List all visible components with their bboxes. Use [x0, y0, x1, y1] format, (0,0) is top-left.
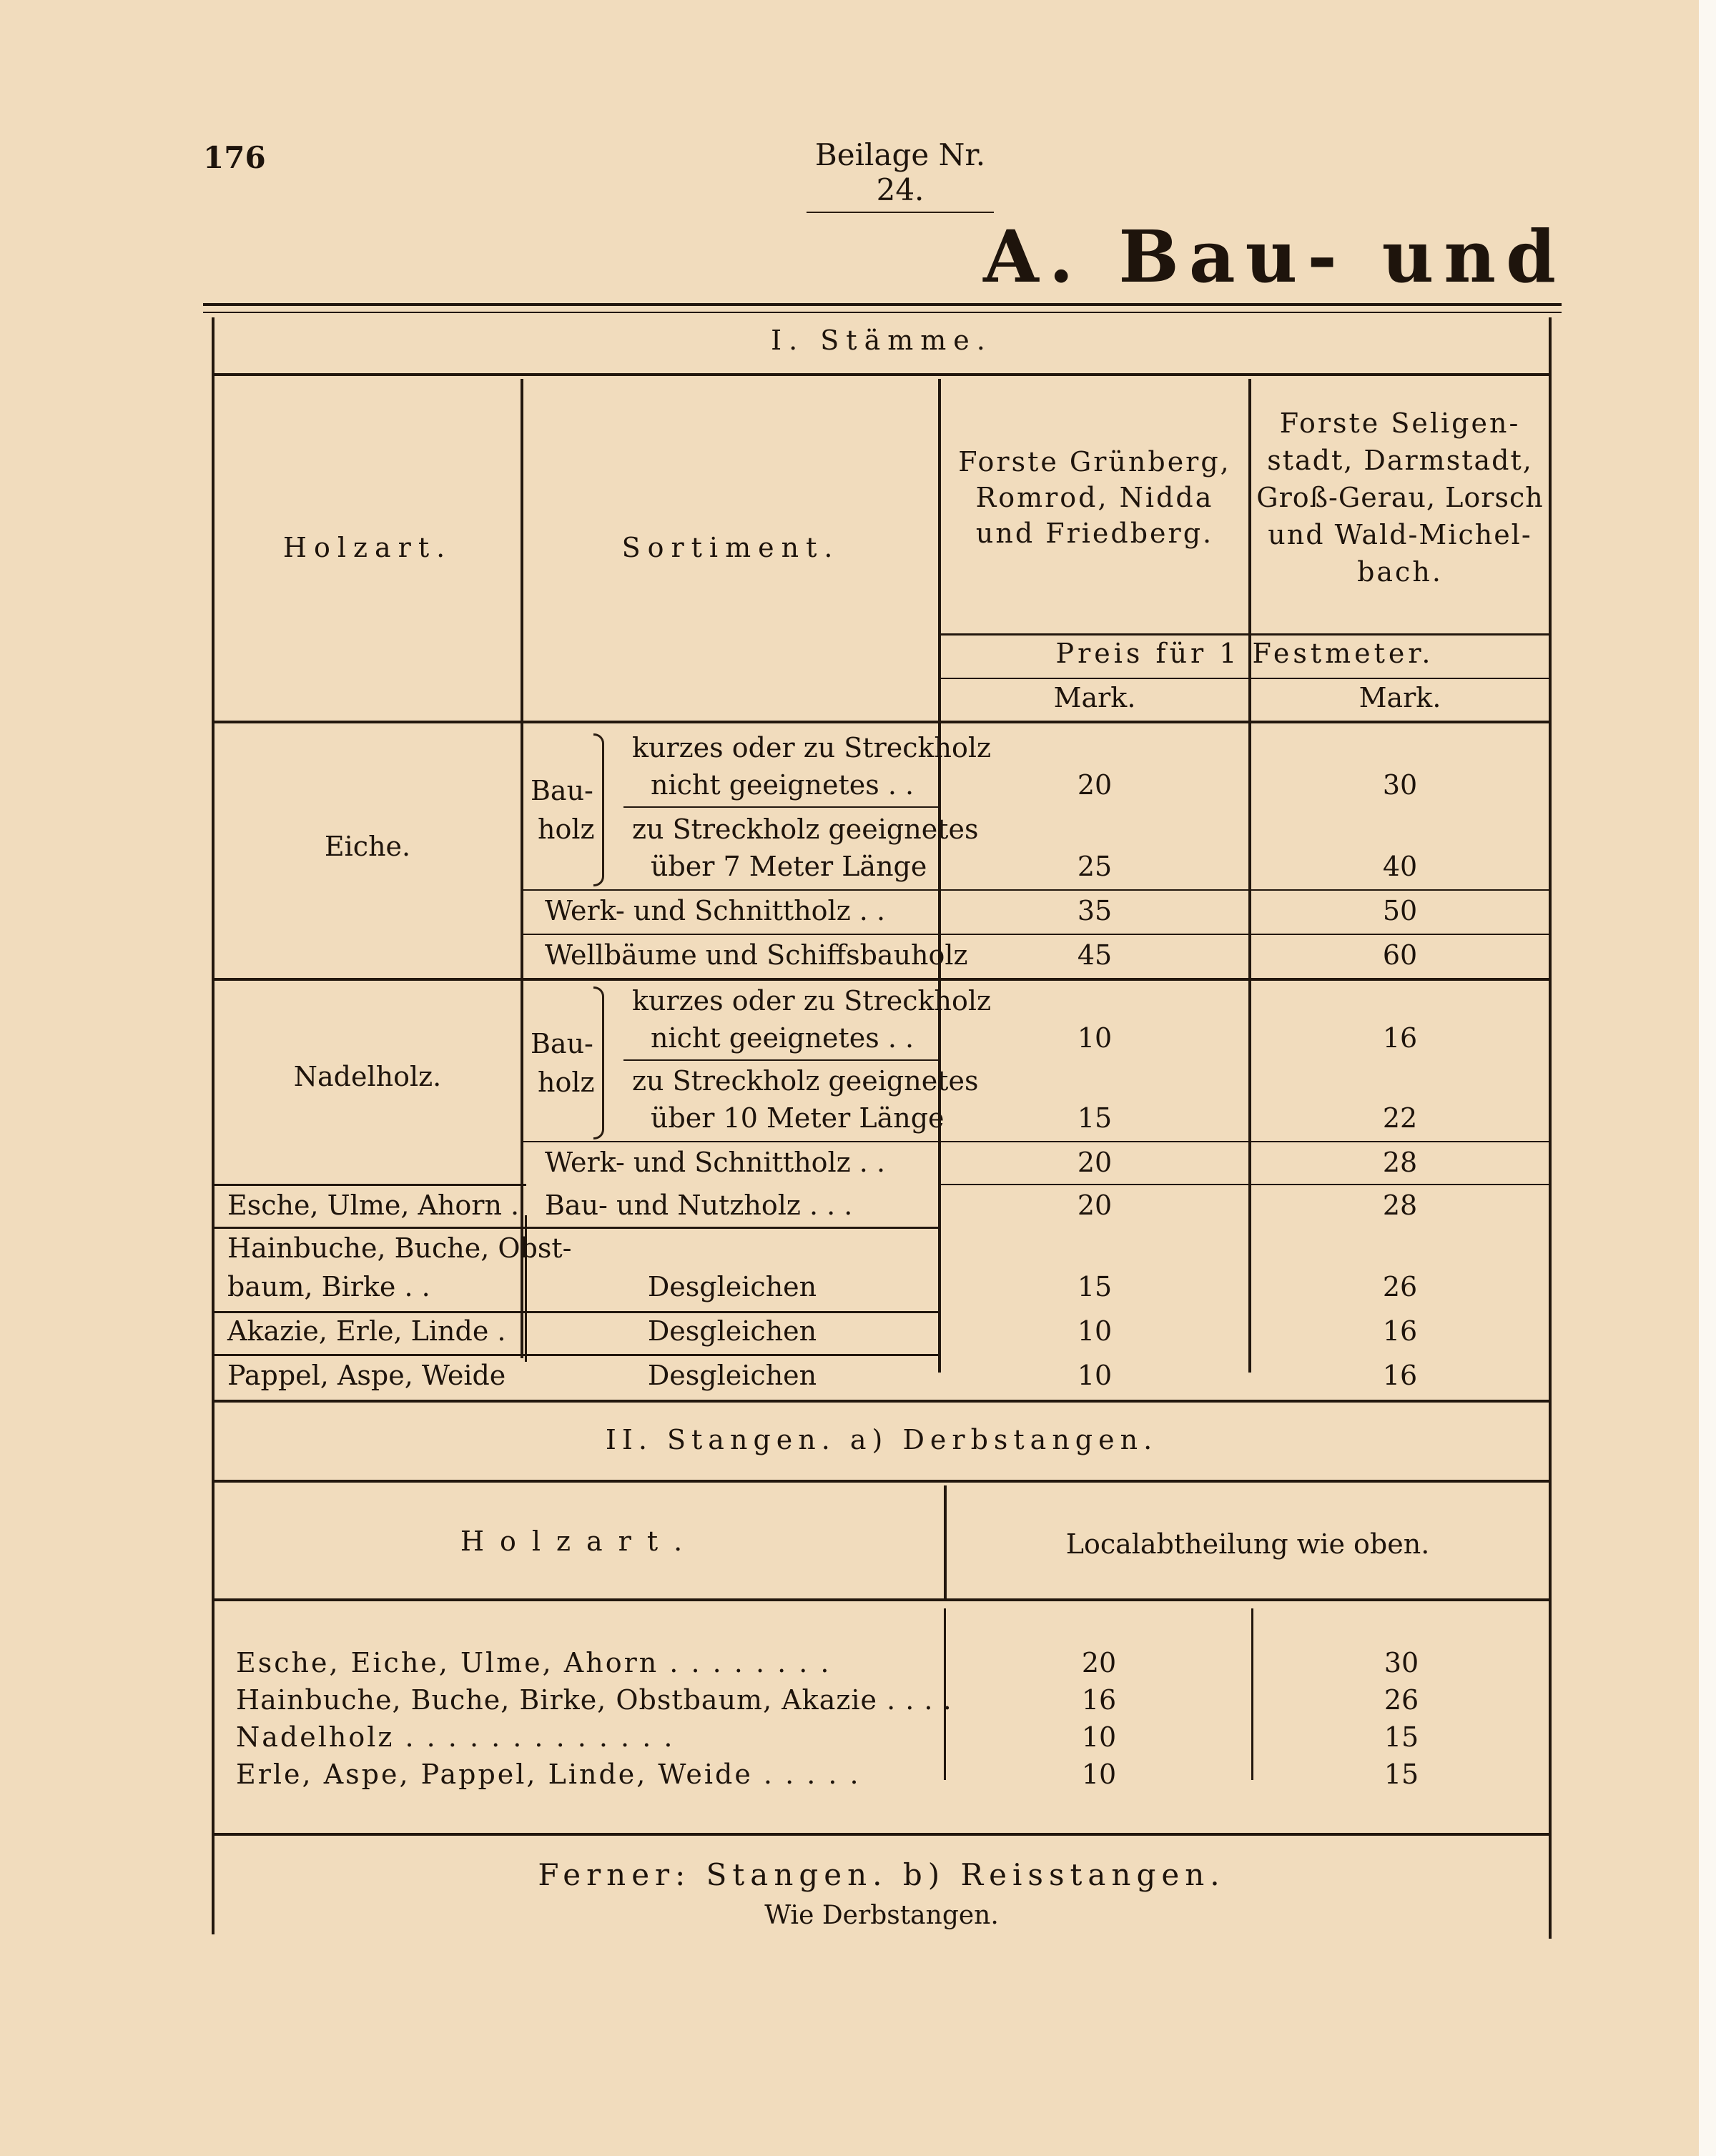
- sortiment-row7: Werk- und Schnittholz . .: [545, 1147, 886, 1178]
- section-title-stangen: II. Stangen. a) Derbstangen.: [605, 1424, 1158, 1455]
- bauholz-label-bottom: holz: [538, 814, 595, 845]
- value-row4-region1: 45: [1077, 939, 1113, 971]
- rule-header-bottom: [214, 721, 1549, 723]
- col-head-region1-l1: Forste Grünberg,: [958, 446, 1231, 478]
- sortiment-row8: Bau- und Nutzholz . . .: [545, 1190, 853, 1221]
- value-row7-region2: 28: [1382, 1147, 1418, 1178]
- value-row1-region2: 30: [1382, 769, 1418, 801]
- stangen-row3-holzart: Nadelholz . . . . . . . . . . . . .: [236, 1721, 675, 1753]
- sortiment-row4: Wellbäume und Schiffsbauholz: [545, 939, 968, 971]
- holzart-nadelholz: Nadelholz.: [293, 1061, 442, 1092]
- holzart-hainbuche-l2: baum, Birke . .: [227, 1271, 430, 1302]
- sortiment-row1-l2: nicht geeignetes . .: [651, 769, 914, 801]
- rule-row3: [523, 934, 1549, 935]
- value-row3-region1: 35: [1077, 895, 1113, 926]
- holzart-eiche: Eiche.: [324, 831, 411, 862]
- stangen-col-holzart: Holzart.: [460, 1525, 699, 1557]
- stangen-row2-v1: 16: [1081, 1684, 1117, 1716]
- sortiment-row6-l1: zu Streckholz geeignetes: [632, 1065, 979, 1097]
- value-row6-region2: 22: [1382, 1102, 1418, 1134]
- rule-below-title: [214, 373, 1549, 376]
- bauholz-label-bottom-2: holz: [538, 1067, 595, 1098]
- col-head-region2-l3: Groß-Gerau, Lorsch: [1256, 482, 1544, 513]
- holzart-akazie: Akazie, Erle, Linde .: [227, 1315, 506, 1347]
- value-row1-region1: 20: [1077, 769, 1113, 801]
- value-row11-region2: 16: [1382, 1360, 1418, 1391]
- stangen-col-local: Localabtheilung wie oben.: [1065, 1528, 1430, 1560]
- stangen-col-line-3: [1251, 1608, 1253, 1780]
- unit-region1: Mark.: [1053, 682, 1136, 713]
- brace-eiche: [593, 733, 604, 886]
- brace-nadelholz: [593, 986, 604, 1139]
- sortiment-row10: Desgleichen: [647, 1315, 817, 1347]
- rule-stangen-title: [214, 1480, 1549, 1483]
- value-row6-region1: 15: [1077, 1102, 1113, 1134]
- value-row10-region2: 16: [1382, 1315, 1418, 1347]
- top-rule-2: [203, 312, 1562, 313]
- outer-right: [1549, 317, 1552, 1939]
- sortiment-row1-l1: kurzes oder zu Streckholz: [632, 732, 992, 763]
- stangen-row4-v1: 10: [1081, 1759, 1117, 1790]
- col-head-region2-l1: Forste Seligen-: [1279, 407, 1521, 439]
- stangen-row4-v2: 15: [1384, 1759, 1419, 1790]
- price-header: Preis für 1 Festmeter.: [1055, 638, 1434, 669]
- section-heading: A. Bau- und: [983, 214, 1566, 299]
- page-edge: [1699, 0, 1716, 2156]
- footer-sub: Wie Derbstangen.: [764, 1901, 999, 1930]
- sortiment-row9: Desgleichen: [647, 1271, 817, 1302]
- rule-row8: [214, 1227, 938, 1229]
- value-row9-region2: 26: [1382, 1271, 1418, 1302]
- col-line-sortiment: [521, 379, 523, 1358]
- footer-line: Ferner: Stangen. b) Reisstangen.: [538, 1857, 1226, 1892]
- col-head-region1-l3: und Friedberg.: [975, 518, 1214, 549]
- value-row4-region2: 60: [1382, 939, 1418, 971]
- sortiment-row5-l2: nicht geeignetes . .: [651, 1022, 914, 1054]
- holzart-hainbuche-l1: Hainbuche, Buche, Obst-: [227, 1232, 572, 1264]
- rule-units: [941, 678, 1549, 679]
- value-row8-region1: 20: [1077, 1190, 1113, 1221]
- stangen-row2-holzart: Hainbuche, Buche, Birke, Obstbaum, Akazie . . . .: [236, 1684, 952, 1716]
- sortiment-row3: Werk- und Schnittholz . .: [545, 895, 886, 926]
- value-row10-region1: 10: [1077, 1315, 1113, 1347]
- value-row2-region2: 40: [1382, 851, 1418, 882]
- value-row5-region1: 10: [1077, 1022, 1113, 1054]
- sortiment-row5-l1: kurzes oder zu Streckholz: [632, 985, 992, 1017]
- value-row9-region1: 15: [1077, 1271, 1113, 1302]
- value-row3-region2: 50: [1382, 895, 1418, 926]
- value-row5-region2: 16: [1382, 1022, 1418, 1054]
- section-title-staemme: I. Stämme.: [771, 325, 992, 356]
- bauholz-label-top-2: Bau-: [531, 1028, 593, 1059]
- sortiment-row11: Desgleichen: [647, 1360, 817, 1391]
- page-number: 176: [203, 140, 266, 175]
- running-title: Beilage Nr. 24.: [807, 137, 994, 213]
- rule-nadelholz-bottom-right: [941, 1184, 1549, 1185]
- rule-row6: [523, 1141, 1549, 1142]
- rule-row10: [214, 1354, 938, 1356]
- rule-row2: [523, 889, 1549, 891]
- rule-row1: [623, 806, 938, 808]
- stangen-row1-v1: 20: [1081, 1647, 1117, 1678]
- col-head-sortiment: Sortiment.: [621, 532, 840, 563]
- col-head-region1-l2: Romrod, Nidda: [975, 482, 1214, 513]
- sortiment-row6-l2: über 10 Meter Länge: [651, 1102, 945, 1134]
- value-row7-region1: 20: [1077, 1147, 1113, 1178]
- rule-row9: [214, 1311, 938, 1313]
- col-head-region2-l4: und Wald-Michel-: [1268, 519, 1532, 550]
- rule-eiche-bottom: [214, 978, 1549, 981]
- rule-row5: [623, 1059, 938, 1061]
- unit-region2: Mark.: [1358, 682, 1441, 713]
- stangen-row1-holzart: Esche, Eiche, Ulme, Ahorn . . . . . . . .: [236, 1647, 832, 1678]
- stangen-row3-v1: 10: [1081, 1721, 1117, 1753]
- stangen-row2-v2: 26: [1384, 1684, 1419, 1716]
- value-row2-region1: 25: [1077, 851, 1113, 882]
- sortiment-row2-l1: zu Streckholz geeignetes: [632, 814, 979, 845]
- rule-stangen-bottom: [214, 1833, 1549, 1836]
- sortiment-row2-l2: über 7 Meter Länge: [651, 851, 927, 882]
- value-row8-region2: 28: [1382, 1190, 1418, 1221]
- holzart-pappel: Pappel, Aspe, Weide: [227, 1360, 506, 1391]
- stangen-row4-holzart: Erle, Aspe, Pappel, Linde, Weide . . . . .: [236, 1759, 861, 1790]
- stangen-row3-v2: 15: [1384, 1721, 1419, 1753]
- value-row11-region1: 10: [1077, 1360, 1113, 1391]
- bauholz-label-top: Bau-: [531, 775, 593, 806]
- stangen-row1-v2: 30: [1384, 1647, 1419, 1678]
- holzart-esche: Esche, Ulme, Ahorn .: [227, 1190, 520, 1221]
- col-head-region2-l2: stadt, Darmstadt,: [1267, 445, 1533, 476]
- rule-staemme-bottom: [214, 1400, 1549, 1403]
- rule-nadelholz-bottom: [214, 1184, 526, 1186]
- col-head-holzart: Holzart.: [282, 532, 453, 563]
- top-rule: [203, 303, 1562, 306]
- col-head-region2-l5: bach.: [1357, 556, 1443, 588]
- rule-price: [941, 633, 1549, 636]
- rule-stangen-header: [214, 1598, 1549, 1601]
